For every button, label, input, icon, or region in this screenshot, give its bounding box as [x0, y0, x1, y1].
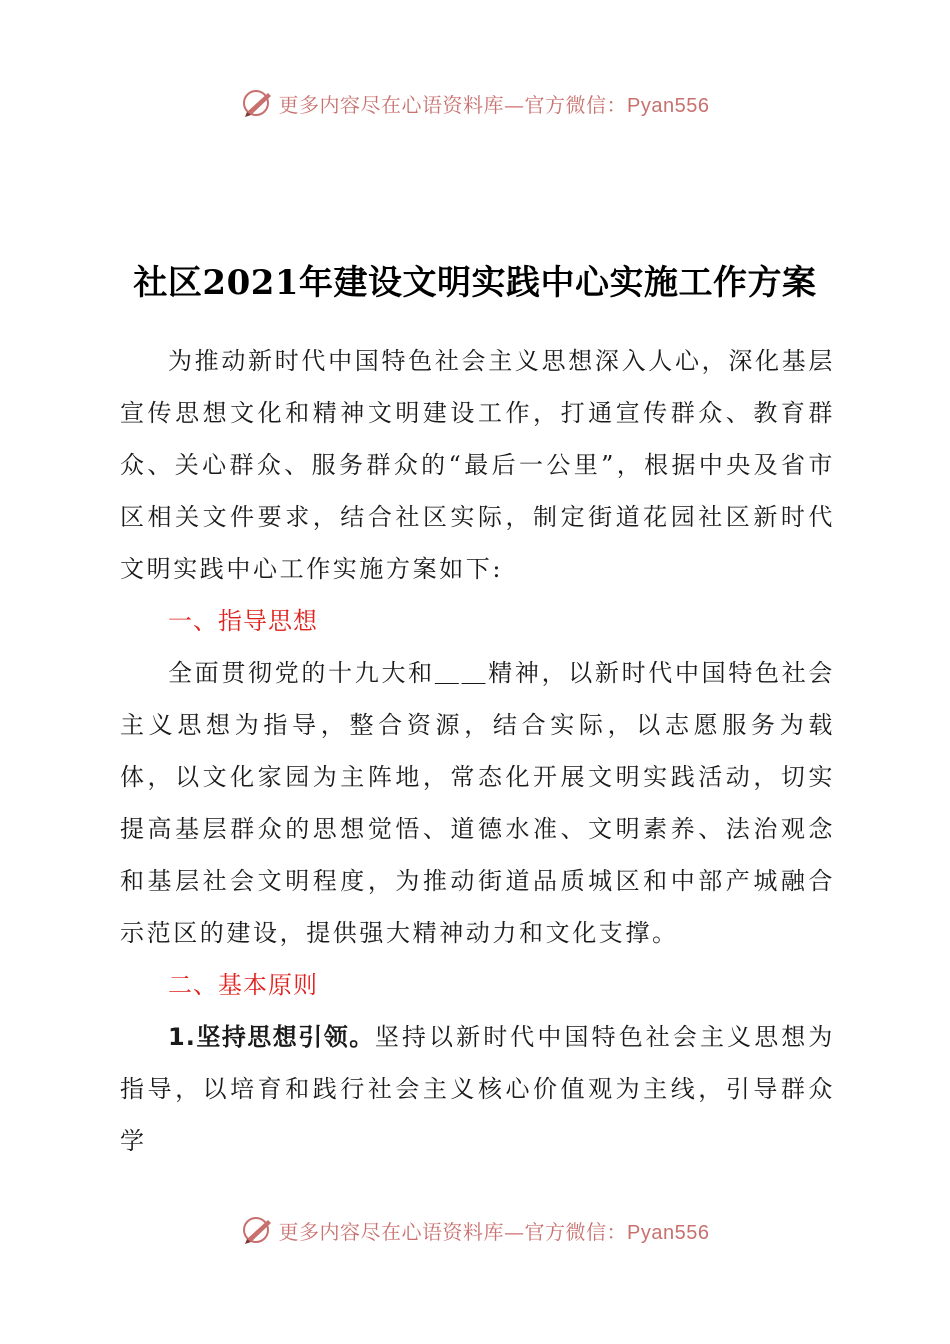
- section-heading-basic-principles: 二、基本原则: [168, 971, 318, 999]
- principle-1-paragraph: [120, 1011, 835, 1167]
- watermark-text: 更多内容尽在心语资料库—官方微信：Pyan556: [278, 92, 710, 117]
- intro-paragraph: 为推动新时代中国特色社会主义思想深入人心，深化基层宣传思想文化和精神文明建设工作，打通宣传群众、教育群众、关心群众、服务群众的“最后一公里”，根据中央及省市区相关文件要求，结合社区实际，制定街道花园社区新时代文明实践中心工作实施方案如下:: [120, 347, 835, 583]
- principle-1-body: 坚持以新时代中国特色社会主义思想为指导，以培育和践行社会主义核心价值观为主线，引导群众学: [120, 1023, 835, 1155]
- top-watermark-banner: [0, 83, 950, 123]
- pen-logo-icon: [241, 1213, 275, 1247]
- watermark-handle: Pyan556: [627, 94, 710, 117]
- document-title: 社区2021年建设文明实践中心实施工作方案: [133, 263, 817, 303]
- guiding-thought-paragraph: 全面贯彻党的十九大和＿＿精神，以新时代中国特色社会主义思想为指导，整合资源，结合实际，以志愿服务为载体，以文化家园为主阵地，常态化开展文明实践活动，切实提高基层群众的思想觉悟、道德水准、文明素养、法治观念和基层社会文明程度，为推动街道品质城区和中部产城融合示范区的建设，提供强大精神动力和文化支撑。: [120, 659, 835, 947]
- watermark-handle: Pyan556: [627, 1221, 710, 1244]
- pen-logo-icon: [241, 86, 275, 120]
- principle-1-lead: 1.坚持思想引领。: [168, 1023, 375, 1051]
- watermark-text: 更多内容尽在心语资料库—官方微信：Pyan556: [278, 1219, 710, 1244]
- document-body: [120, 335, 835, 1167]
- section-heading-guiding-thought: 一、指导思想: [168, 607, 318, 635]
- bottom-watermark-banner: [0, 1210, 950, 1250]
